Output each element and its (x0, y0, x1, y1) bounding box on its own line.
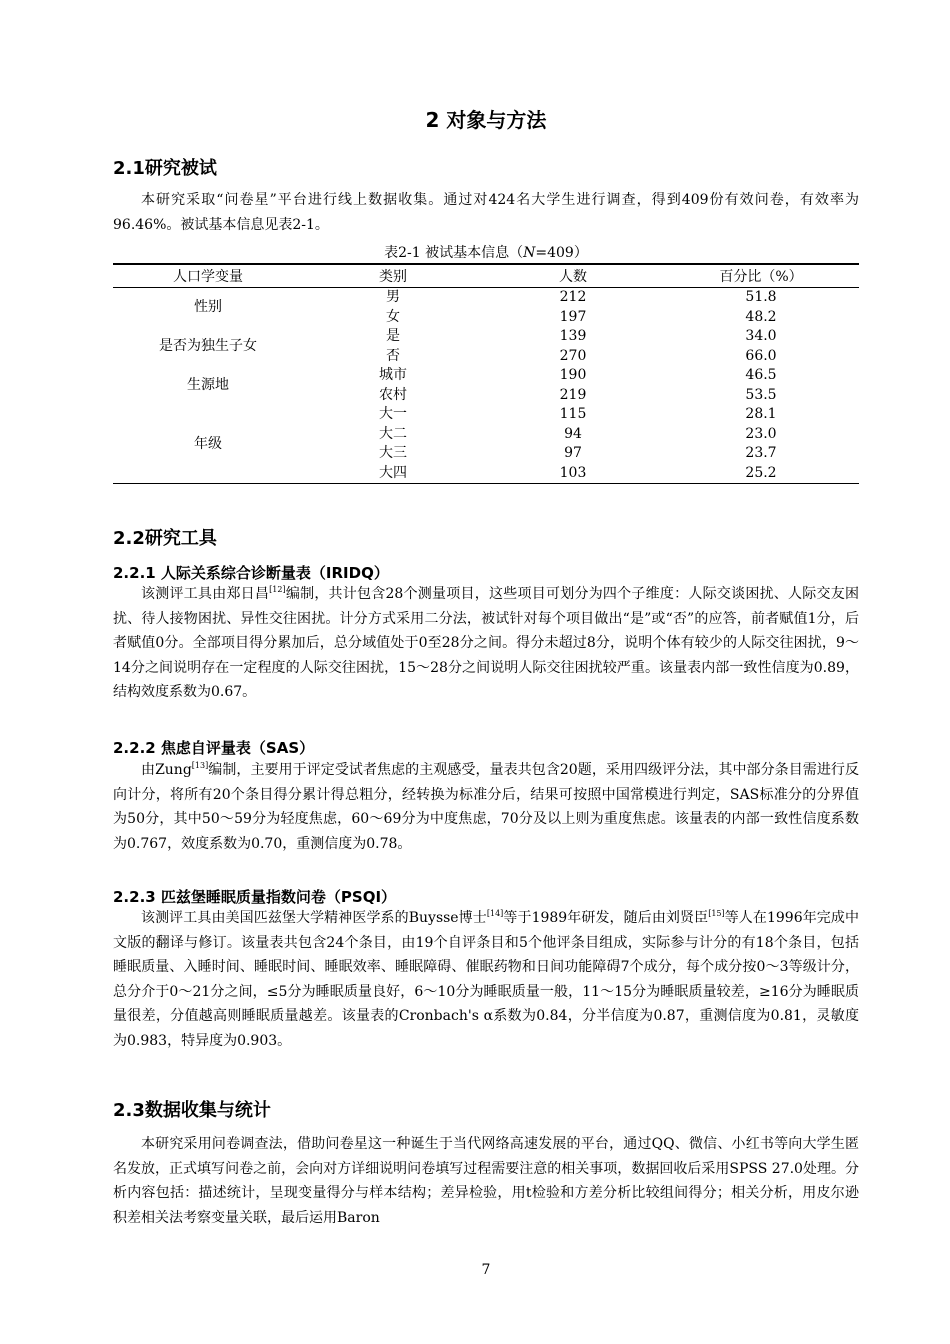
table-row (113, 327, 859, 347)
psqi-text-c: 等人在1996年完成中文版的翻译与修订。该量表共包含24个条目，由19个自评条目和5个他评条目组成，实际参与计分的有18个条目，包括睡眠质量、入睡时间、睡眠时间、睡眠效率、睡眠障碍、催眠药物和日间功能障碍7个成分，每个成分按0～3等级计分，总分介于0～21分之间，≤5分为睡眠质量良好，6～10分为睡眠质量一般，11～15分为睡眠质量较差，≥16分为睡眠质量很差，分值越高则睡眠质量越差。该量表的Cronbach's α系数为0.84，分半信度为0.87，重测信度为0.81，灵敏度为0.983，特异度为0.903。 (113, 910, 859, 1049)
category-cell: 大二 (379, 425, 407, 442)
count-cell: 139 (559, 328, 587, 345)
category-cell: 大三 (379, 445, 407, 462)
citation-15: [15] (708, 909, 725, 918)
table-row (113, 366, 859, 386)
percent-cell: 34.0 (745, 328, 777, 345)
sas-paragraph (113, 758, 859, 856)
category-cell: 女 (386, 308, 400, 325)
category-cell: 男 (386, 289, 400, 306)
sas-text-a: 由Zung (141, 762, 192, 778)
section-2-1-paragraph: 本研究采取“问卷星”平台进行线上数据收集。通过对424名大学生进行调查，得到409份有效问卷，有效率为96.46%。被试基本信息见表2-1。 (113, 192, 859, 233)
subsection-heading-iridq: 2.2.1 人际关系综合诊断量表（IRIDQ） (113, 564, 389, 582)
citation-12: [12] (269, 585, 286, 594)
caption-n: N (523, 245, 536, 261)
count-cell: 197 (559, 308, 587, 325)
category-cell: 大一 (379, 406, 407, 423)
page-number: 7 (481, 1262, 491, 1278)
sas-text-b: 编制，主要用于评定受试者焦虑的主观感受，量表共包含20题，采用四级评分法，其中部分条目需进行反向计分，将所有20个条目得分累计得总粗分，经转换为标准分后，结果可按照中国常模进行判定，SAS标准分的分界值为50分，其中50～59分为轻度焦虑，60～69分为中度焦虑，70分及以上则为重度焦虑。该量表的内部一致性信度系数为0.767，效度系数为0.70，重测信度为0.78。 (113, 762, 859, 852)
count-cell: 219 (559, 386, 587, 403)
section-2-3-paragraph: 本研究采用问卷调查法，借助问卷星这一种诞生于当代网络高速发展的平台，通过QQ、微信、小红书等向大学生匿名发放，正式填写问卷之前，会向对方详细说明问卷填写过程需要注意的相关事项，数据回收后采用SPSS 27.0处理。分析内容包括：描述统计，呈现变量得分与样本结构；差异检验，用t检验和方差分析比较组间得分；相关分析，用皮尔逊积差相关法考察变量关联，最后运用Baron (113, 1136, 859, 1226)
percent-cell: 66.0 (745, 347, 777, 364)
percent-cell: 23.0 (745, 425, 777, 442)
group-name: 生源地 (187, 377, 229, 393)
table-row (113, 405, 859, 425)
table-header-row (113, 264, 859, 288)
psqi-text-a: 该测评工具由美国匹兹堡大学精神医学系的Buysse博士 (141, 910, 487, 926)
percent-cell: 51.8 (745, 289, 777, 306)
count-cell: 190 (559, 367, 587, 384)
iridq-text-a: 该测评工具由郑日昌 (141, 586, 270, 602)
group-name: 是否为独生子女 (159, 338, 257, 354)
header-variable: 人口学变量 (173, 269, 243, 285)
percent-cell: 46.5 (745, 367, 777, 384)
category-cell: 否 (386, 347, 400, 364)
citation-13: [13] (191, 761, 209, 770)
category-cell: 城市 (379, 367, 407, 384)
category-cell: 农村 (379, 386, 407, 403)
caption-suffix: =409） (535, 245, 588, 261)
percent-cell: 53.5 (745, 386, 777, 403)
group-name: 性别 (194, 299, 222, 315)
header-percent: 百分比（%） (719, 269, 803, 285)
count-cell: 94 (564, 425, 582, 442)
count-cell: 270 (559, 347, 587, 364)
iridq-text-b: 编制，共计包含28个测量项目，这些项目可划分为四个子维度：人际交谈困扰、人际交友困扰、待人接物困扰、异性交往困扰。计分方式采用二分法，被试针对每个项目做出“是”或“否”的应答，前者赋值1分，后者赋值0分。全部项目得分累加后，总分域值处于0至28分之间。得分未超过8分，说明个体有较少的人际交往困扰，9～14分之间说明存在一定程度的人际交往困扰，15～28分之间说明人际交往困扰较严重。该量表内部一致性信度为0.89，结构效度系数为0.67。 (113, 586, 860, 701)
caption-prefix: 表2-1 被试基本信息（ (384, 245, 524, 261)
percent-cell: 25.2 (745, 464, 777, 481)
table-row (113, 288, 859, 308)
percent-cell: 48.2 (745, 308, 777, 325)
demographics-table (113, 263, 859, 484)
section-heading-2-1: 2.1研究被试 (113, 158, 217, 179)
section-heading-2-3: 2.3数据收集与统计 (113, 1100, 271, 1121)
header-count: 人数 (559, 269, 587, 285)
count-cell: 212 (559, 289, 587, 306)
psqi-paragraph (113, 906, 859, 1054)
iridq-paragraph (113, 582, 859, 705)
percent-cell: 23.7 (745, 445, 777, 462)
table-caption (113, 242, 859, 262)
header-category: 类别 (379, 269, 407, 285)
category-cell: 大四 (379, 464, 407, 481)
citation-14: [14] (486, 909, 504, 918)
count-cell: 103 (559, 464, 587, 481)
category-cell: 是 (386, 328, 400, 345)
chapter-title: 2 对象与方法 (425, 108, 547, 132)
psqi-text-b: 等于1989年研发，随后由刘贤臣 (503, 910, 709, 926)
percent-cell: 28.1 (745, 406, 777, 423)
count-cell: 97 (564, 445, 582, 462)
group-name: 年级 (194, 435, 222, 452)
subsection-heading-psqi: 2.2.3 匹兹堡睡眠质量指数问卷（PSQI） (113, 888, 397, 906)
count-cell: 115 (559, 406, 587, 423)
section-heading-2-2: 2.2研究工具 (113, 528, 217, 549)
subsection-heading-sas: 2.2.2 焦虑自评量表（SAS） (113, 739, 315, 757)
